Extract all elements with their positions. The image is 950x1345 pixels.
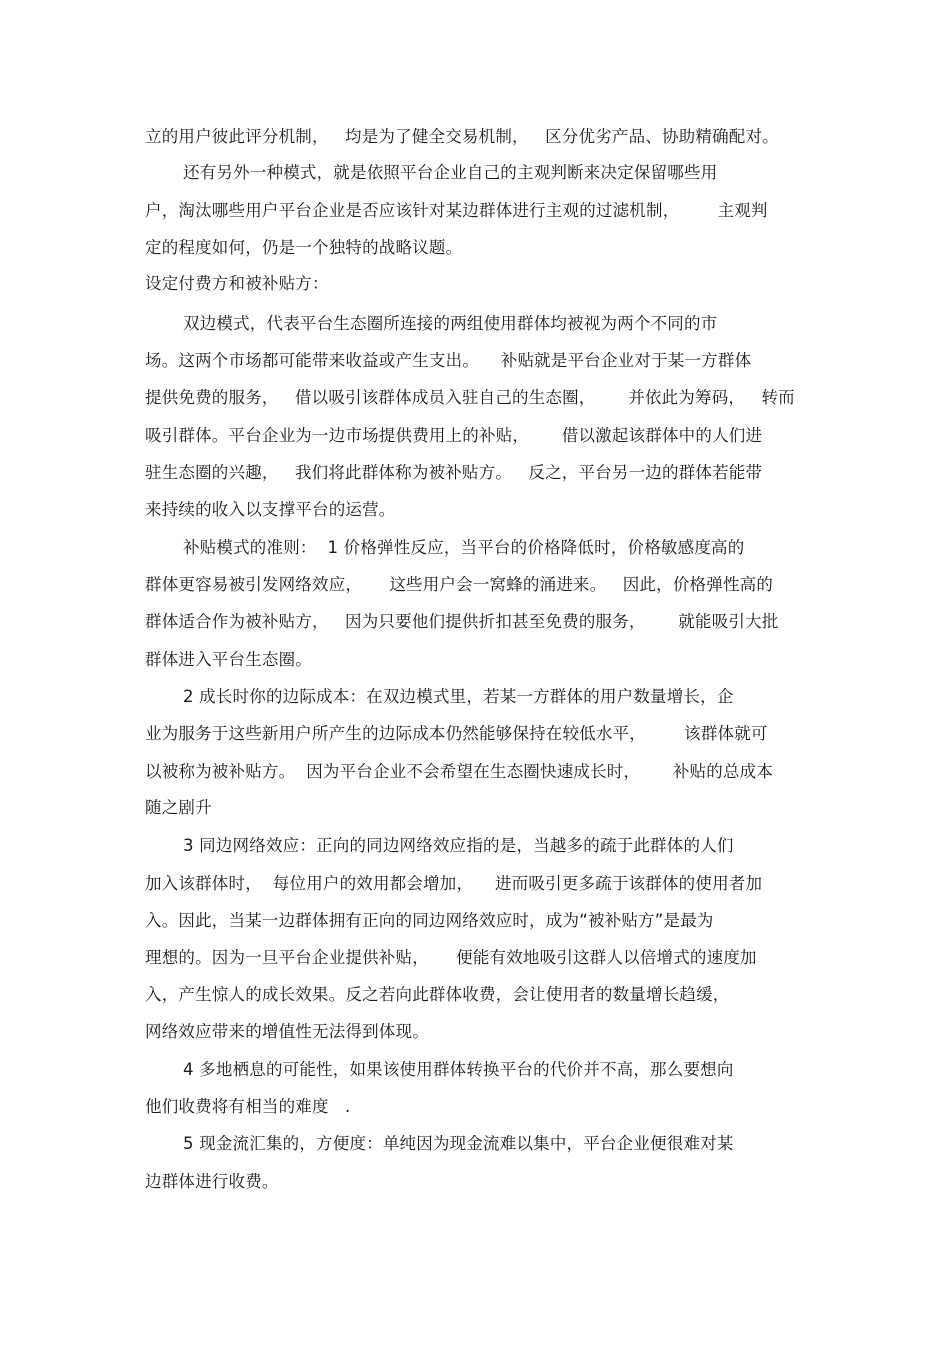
- paragraph-start: 3 同边网络效应：正向的同边网络效应指的是，当越多的疏于此群体的人们: [183, 836, 734, 855]
- paragraph-start: 5 现金流汇集的，方便度：单纯因为现金流难以集中，平台企业便很难对某: [183, 1134, 734, 1153]
- text-line: 驻生态圈的兴趣， 我们将此群体称为被补贴方。 反之，平台另一边的群体若能带: [145, 463, 763, 482]
- text-line: 提供免费的服务， 借以吸引该群体成员入驻自己的生态圈， 并依此为筹码， 转而: [145, 388, 795, 407]
- text-line: 以被称为被补贴方。 因为平台企业不会希望在生态圈快速成长时， 补贴的总成本: [145, 762, 774, 781]
- paragraph-start: 4 多地栖息的可能性，如果该使用群体转换平台的代价并不高，那么要想向: [183, 1060, 734, 1079]
- text-line: 吸引群体。平台企业为一边市场提供费用上的补贴， 借以激起该群体中的人们进: [145, 426, 763, 445]
- text-line: 随之剧升: [145, 798, 212, 817]
- text-line: 定的程度如何，仍是一个独特的战略议题。: [145, 238, 463, 257]
- text-line: 网络效应带来的增值性无法得到体现。: [145, 1022, 429, 1041]
- text-line: 来持续的收入以支撑平台的运营。: [145, 500, 396, 519]
- text-line: 他们收费将有相当的难度 .: [145, 1097, 351, 1116]
- section-heading: 设定付费方和被补贴方：: [145, 274, 329, 293]
- text-line: 入。因此，当某一边群体拥有正向的同边网络效应时，成为“被补贴方”是最为: [145, 911, 714, 930]
- text-line: 户，淘汰哪些用户平台企业是否应该针对某边群体进行主观的过滤机制， 主观判: [145, 201, 768, 220]
- paragraph-start: 补贴模式的准则： 1 价格弹性反应，当平台的价格降低时，价格敏感度高的: [183, 538, 745, 557]
- text-line: 群体更容易被引发网络效应， 这些用户会一窝蜂的涌进来。 因此，价格弹性高的: [145, 575, 774, 594]
- paragraph-start: 双边模式，代表平台生态圈所连接的两组使用群体均被视为两个不同的市: [183, 314, 718, 333]
- text-line: 立的用户彼此评分机制， 均是为了健全交易机制， 区分优劣产品、协助精确配对。: [145, 127, 779, 146]
- text-line: 群体进入平台生态圈。: [145, 650, 312, 669]
- paragraph-start: 还有另外一种模式，就是依照平台企业自己的主观判断来决定保留哪些用: [183, 163, 718, 182]
- text-line: 加入该群体时， 每位用户的效用都会增加， 进而吸引更多疏于该群体的使用者加: [145, 874, 763, 893]
- text-line: 场。这两个市场都可能带来收益或产生支出。 补贴就是平台企业对于某一方群体: [145, 351, 752, 370]
- paragraph-start: 2 成长时你的边际成本：在双边模式里，若某一方群体的用户数量增长，企: [183, 687, 734, 706]
- text-line: 群体适合作为被补贴方， 因为只要他们提供折扣甚至免费的服务， 就能吸引大批: [145, 612, 779, 631]
- text-line: 边群体进行收费。: [145, 1172, 279, 1191]
- text-line: 入，产生惊人的成长效果。反之若向此群体收费，会让使用者的数量增长趋缓，: [145, 985, 730, 1004]
- text-line: 理想的。因为一旦平台企业提供补贴， 便能有效地吸引这群人以倍增式的速度加: [145, 948, 757, 967]
- text-line: 业为服务于这些新用户所产生的边际成本仍然能够保持在较低水平， 该群体就可: [145, 724, 768, 743]
